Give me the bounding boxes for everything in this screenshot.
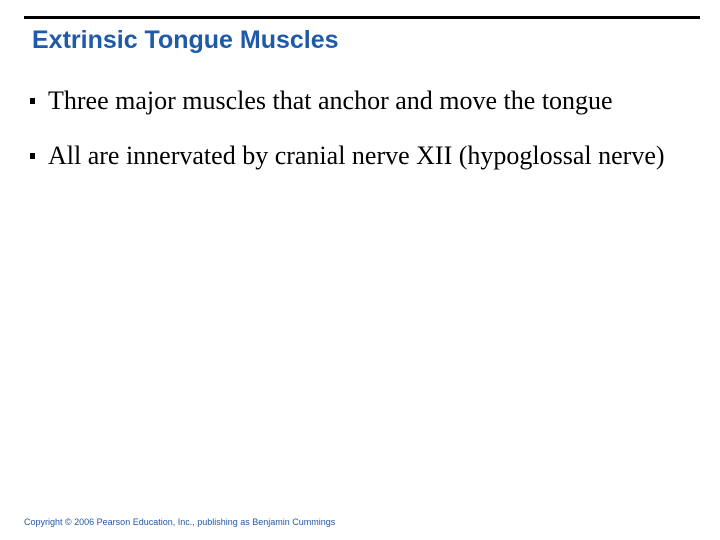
square-bullet-icon bbox=[30, 153, 35, 159]
bullet-item bbox=[30, 84, 670, 117]
square-bullet-icon bbox=[30, 98, 35, 104]
slide-title: Extrinsic Tongue Muscles bbox=[32, 26, 339, 54]
bullet-text: Three major muscles that anchor and move the tongue bbox=[48, 86, 613, 115]
copyright-footer: Copyright © 2006 Pearson Education, Inc., publishing as Benjamin Cummings bbox=[24, 517, 336, 527]
top-divider-rule bbox=[24, 16, 700, 19]
bullet-item bbox=[30, 139, 670, 172]
bullet-text: All are innervated by cranial nerve XII (hypoglossal nerve) bbox=[48, 141, 665, 170]
bullet-list bbox=[30, 84, 670, 194]
